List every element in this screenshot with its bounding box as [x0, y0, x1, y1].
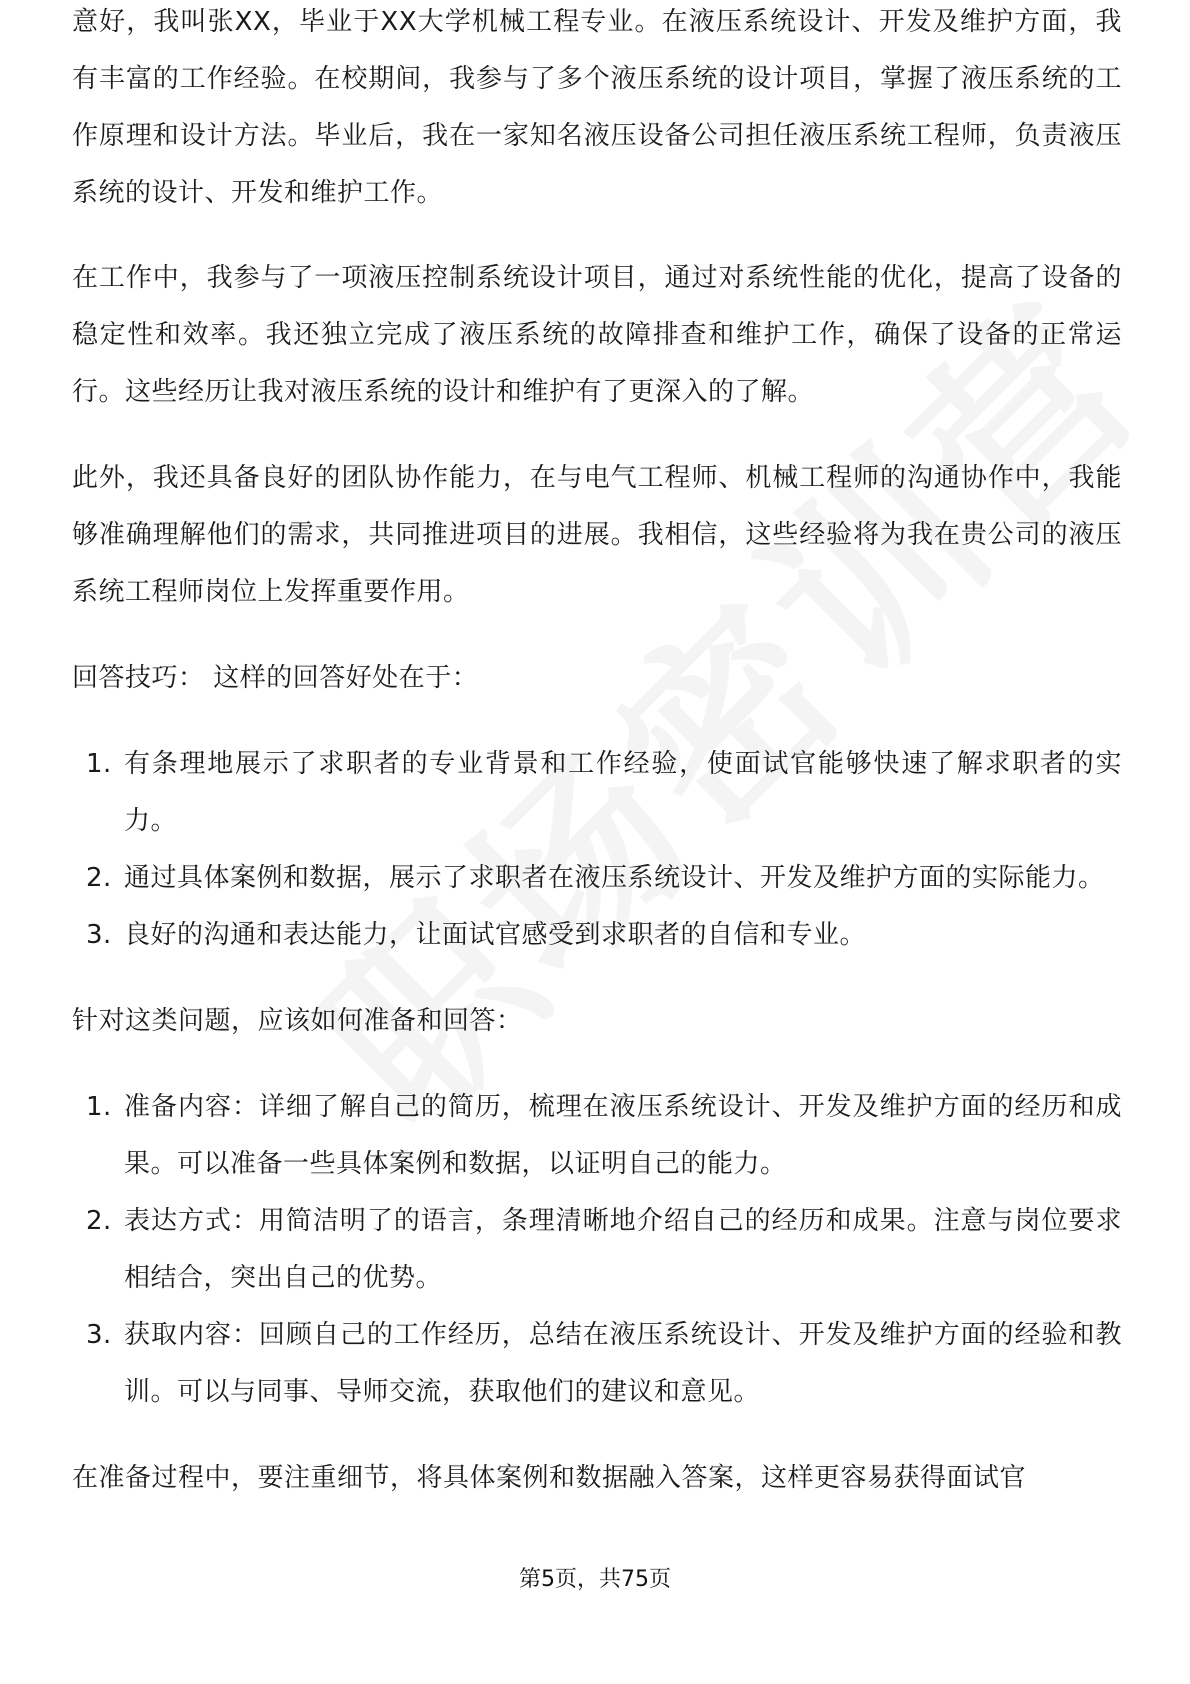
list-item-text: 良好的沟通和表达能力，让面试官感受到求职者的自信和专业。	[124, 920, 867, 950]
tips-list	[72, 736, 1122, 964]
list-item	[72, 907, 1122, 964]
paragraph-work: 在工作中，我参与了一项液压控制系统设计项目，通过对系统性能的优化，提高了设备的稳定性和效率。我还独立完成了液压系统的故障排查和维护工作，确保了设备的正常运行。这些经历让我对液压系统的设计和维护有了更深入的了解。	[72, 263, 1122, 407]
prep-heading: 针对这类问题，应该如何准备和回答：	[72, 1006, 523, 1036]
paragraph-intro-cropped-line: 意好，我叫张XX，毕业于XX大学机械工程专业。在液压系统设计、开发及维护方	[72, 7, 1042, 37]
list-item	[72, 1193, 1122, 1307]
document-body	[72, 7, 1122, 1536]
paragraph-intro	[72, 0, 1122, 222]
list-item-number: 2.	[86, 863, 112, 893]
prep-list	[72, 1079, 1122, 1421]
list-item-number: 3.	[86, 1320, 112, 1350]
list-item	[72, 736, 1122, 850]
paragraph-closing: 在准备过程中，要注重细节，将具体案例和数据融入答案，这样更容易获得面试官	[72, 1463, 1027, 1493]
list-item-number: 1.	[86, 1092, 112, 1122]
list-item-text: 通过具体案例和数据，展示了求职者在液压系统设计、开发及维护方面的实际能力。	[124, 863, 1105, 893]
list-item-text: 有条理地展示了求职者的专业背景和工作经验，使面试官能够快速了解求职者的实力。	[124, 749, 1122, 836]
list-item-number: 2.	[86, 1206, 112, 1236]
list-item-number: 1.	[86, 749, 112, 779]
paragraph-intro-rest: 面，我有丰富的工作经验。在校期间，我参与了多个液压系统的设计项目，掌握了液压系统的工作原理和设计方法。毕业后，我在一家知名液压设备公司担任液压系统工程师，负责液压系统的设计、开发和维护工作。	[72, 7, 1122, 208]
list-item-text: 准备内容：详细了解自己的简历，梳理在液压系统设计、开发及维护方面的经历和成果。可以准备一些具体案例和数据，以证明自己的能力。	[124, 1092, 1122, 1179]
page-number-footer: 第5页，共75页	[519, 1567, 671, 1592]
list-item-number: 3.	[86, 920, 112, 950]
list-item	[72, 1079, 1122, 1193]
paragraph-teamwork: 此外，我还具备良好的团队协作能力，在与电气工程师、机械工程师的沟通协作中，我能够准确理解他们的需求，共同推进项目的进展。我相信，这些经验将为我在贵公司的液压系统工程师岗位上发挥重要作用。	[72, 463, 1122, 607]
list-item-text: 获取内容：回顾自己的工作经历，总结在液压系统设计、开发及维护方面的经验和教训。可以与同事、导师交流，获取他们的建议和意见。	[124, 1320, 1122, 1407]
tips-heading: 回答技巧： 这样的回答好处在于：	[72, 663, 479, 693]
list-item-text: 表达方式：用简洁明了的语言，条理清晰地介绍自己的经历和成果。注意与岗位要求相结合，突出自己的优势。	[124, 1206, 1122, 1293]
list-item	[72, 1307, 1122, 1421]
list-item	[72, 850, 1122, 907]
